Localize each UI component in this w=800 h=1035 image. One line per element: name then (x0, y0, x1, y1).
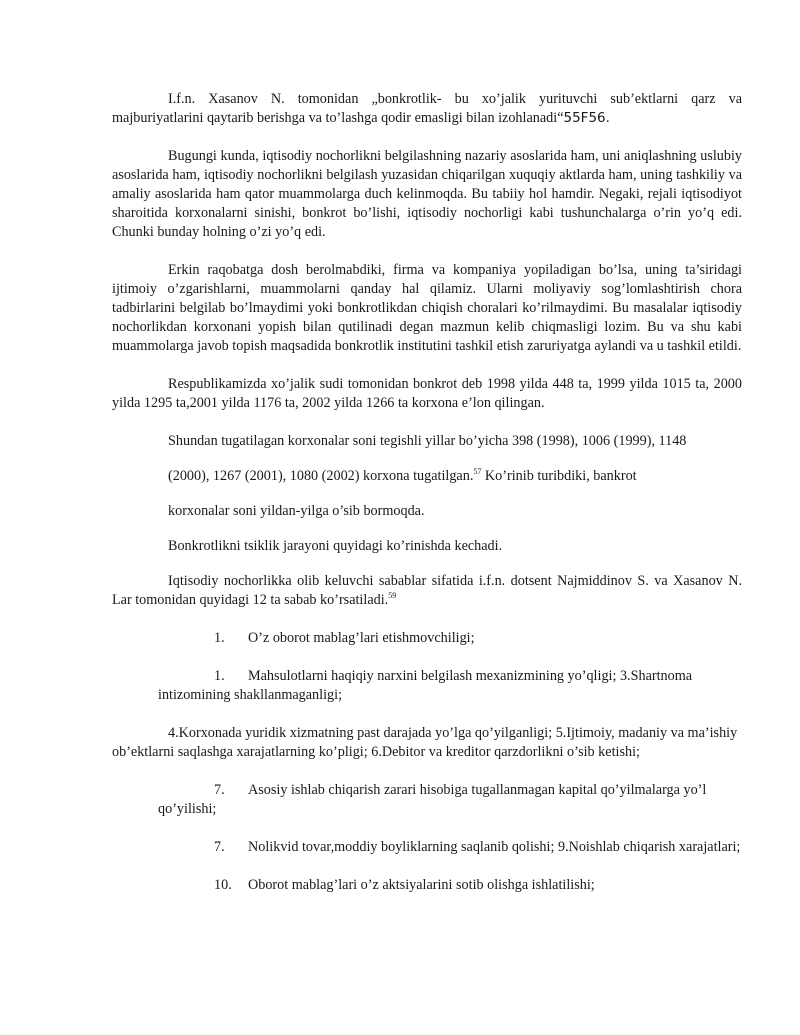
causes-text: Iqtisodiy nochorlikka olib keluvchi sabablar sifatida i.f.n. dotsent Najmiddinov S. va Xasanov N. Lar tomonidan quyidagi 12 ta sabab ko’rsatiladi. (112, 573, 742, 608)
list-item (112, 629, 742, 648)
list-item (112, 838, 742, 857)
paragraph-cycle: Bonkrotlikni tsiklik jarayoni quyidagi ko’rinishda kechadi. (168, 538, 503, 554)
paragraph-causes (112, 572, 742, 610)
list-item (112, 667, 742, 705)
paragraph-liquidated-cont (112, 467, 742, 486)
paragraph-growth: korxonalar soni yildan-yilga o’sib bormoqda. (168, 503, 425, 519)
list-number: 10. (214, 877, 232, 893)
liquidated-tail: Ko’rinib turibdiki, bankrot (481, 468, 637, 484)
liquidated-text: (2000), 1267 (2001), 1080 (2002) korxona tugatilgan. (168, 468, 474, 484)
list-text: Mahsulotlarni haqiqiy narxini belgilash mexanizmining yo’qligi; 3.Shartnoma intizomining shakllanmaganligi; (158, 668, 693, 703)
list-text: O’z oborot mablag’lari etishmovchiligi; (248, 630, 475, 646)
paragraph-definition (112, 90, 742, 128)
list-item (112, 781, 742, 819)
footnote-57: 57 (473, 467, 482, 476)
list-text: Asosiy ishlab chiqarish zarari hisobiga tugallanmagan kapital qo’yilmalarga yo’l qo’yilishi; (158, 782, 707, 817)
definition-text: I.f.n. Xasanov N. tomonidan „bonkrotlik- bu xo’jalik yurituvchi sub’ektlarni qarz va majburiyatlarini qaytarib berishga va to’lashga qodir emasligi bilan izohlanadi“ (112, 91, 742, 126)
paragraph-competition: Erkin raqobatga dosh berolmabdiki, firma va kompaniya yopiladigan bo’lsa, uning ta’siridagi ijtimoiy o’zgarishlarni, muammolarni qanday hal qilamiz. Ularni moliyaviy sog’lomlashtirish chora tadbirlarini belgilab bo’lmaydimi yoki bonkrotlikdan chiqish choralari ko’rilmaydimi. Bu masalalar iqtisodiy nochorlikdan korxonani yopish bilan qutilinadi degan mazmun kelib chiqmasligi lozim. Bu va shu kabi muammolarga javob topish maqsadida bonkrotlik institutini tashkil etish zaruriyatga aylandi va u tashkil etildi. (112, 262, 742, 354)
list-number: 7. (214, 839, 225, 855)
paragraph-liquidated: Shundan tugatilagan korxonalar soni tegishli yillar bo’yicha 398 (1998), 1006 (1999), 1148 (168, 433, 687, 449)
list-item: 4.Korxonada yuridik xizmatning past darajada yo’lga qo’yilganligi; 5.Ijtimoiy, madaniy va ma’ishiy ob’ektlarni saqlashga xarajatlarning ko’pligi; 6.Debitor va kreditor qarzdorlikni o’sib ketishi; (112, 725, 738, 760)
list-text: Oborot mablag’lari o’z aktsiyalarini sotib olishga ishlatilishi; (248, 877, 595, 893)
footnote-59: 59 (388, 591, 397, 600)
list-number: 1. (214, 630, 225, 646)
document-page (112, 90, 742, 895)
list-text: Nolikvid tovar,moddiy boyliklarning saqlanib qolishi; 9.Noishlab chiqarish xarajatlari; (248, 839, 741, 855)
paragraph-problems: Bugungi kunda, iqtisodiy nochorlikni belgilashning nazariy asoslarida ham, uni aniqlashning uslubiy asoslarida ham, iqtisodiy nochorlikni belgilash yuzasidan chiqarilgan xuquqiy aktlarda ham, uning tashkiliy va amaliy asoslarida ham qator muammolarga duch kelinmoqda. Bu tabiiy hol hamdir. Negaki, rejali iqtisodiyot sharoitida korxonalarni sinishi, bonkrot bo’lishi, iqtisodiy nochorligi kabi tushunchalarga o’rin yo’q edi. Chunki bunday holning o’zi yo’q edi. (112, 148, 742, 240)
footnote-reference: 55F56. (563, 110, 610, 126)
list-item (112, 876, 742, 895)
list-number: 7. (214, 782, 225, 798)
list-number: 1. (214, 668, 225, 684)
paragraph-statistics: Respublikamizda xo’jalik sudi tomonidan bonkrot deb 1998 yilda 448 ta, 1999 yilda 1015 ta, 2000 yilda 1295 ta,2001 yilda 1176 ta, 2002 yilda 1266 ta korxona e’lon qilingan. (112, 376, 742, 411)
